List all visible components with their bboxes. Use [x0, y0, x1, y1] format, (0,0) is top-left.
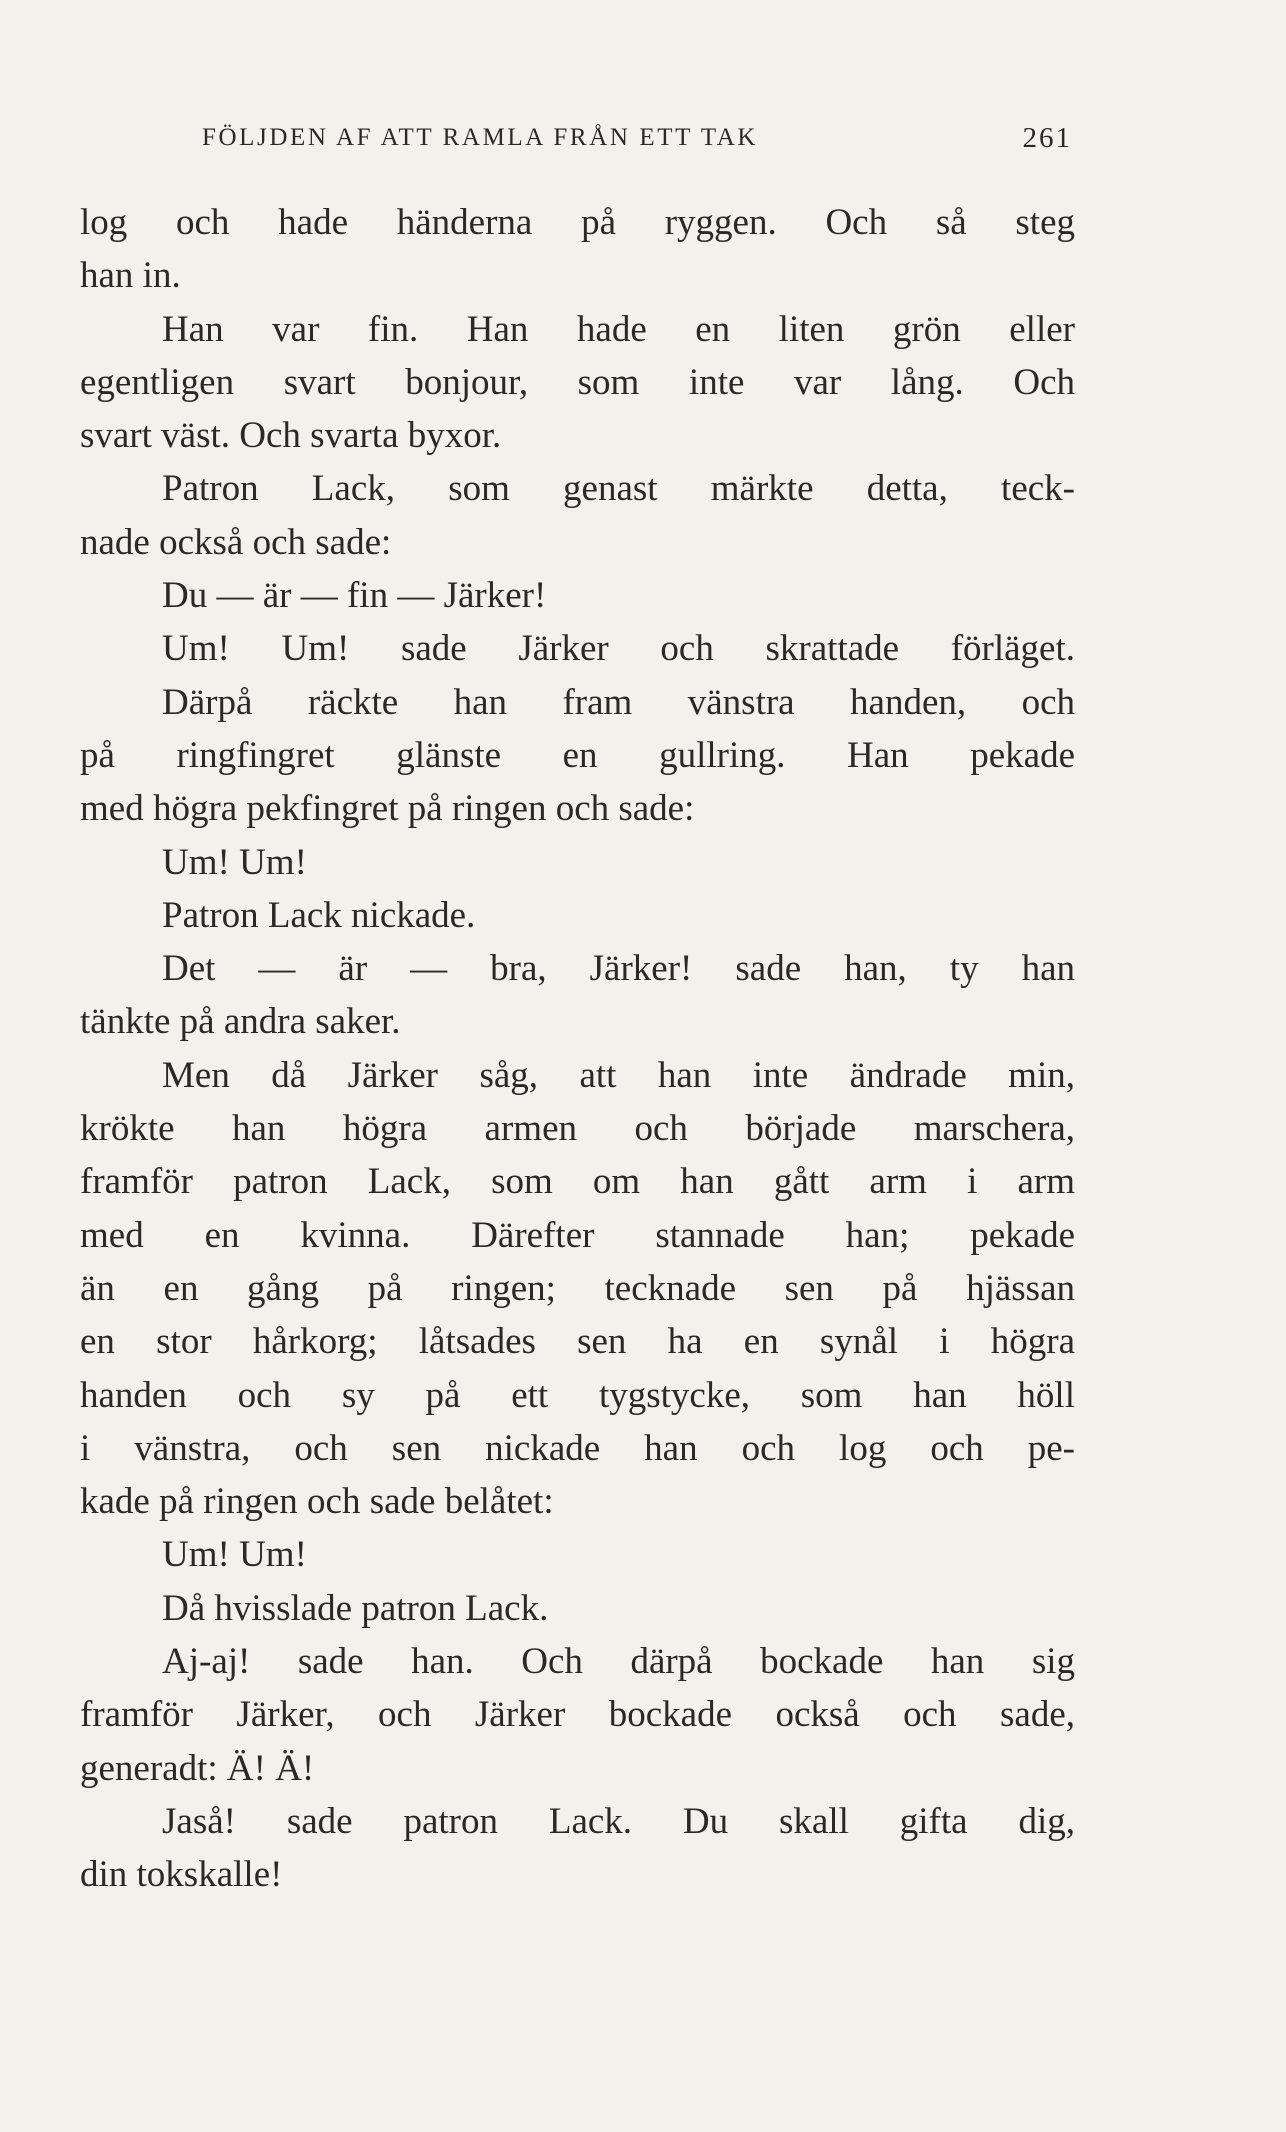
text-line: Um! Um! [162, 1534, 307, 1576]
text-line: log och hade händerna på ryggen. Och så steg [80, 202, 1075, 243]
text-line: framför patron Lack, som om han gått arm i arm [80, 1161, 1075, 1203]
text-line: han in. [80, 255, 181, 297]
text-line: Då hvisslade patron Lack. [162, 1587, 549, 1629]
text-line: Det — är — bra, Järker! sade han, ty han [162, 948, 1075, 990]
text-line: Han var fin. Han hade en liten grön eller [162, 308, 1075, 350]
text-line: generadt: Ä! Ä! [80, 1747, 315, 1789]
text-line: i vänstra, och sen nickade han och log och pe- [80, 1427, 1075, 1469]
text-line: svart väst. Och svarta byxor. [80, 415, 502, 457]
page-number: 261 [1022, 122, 1072, 154]
text-line: Därpå räckte han fram vänstra handen, och [162, 681, 1075, 723]
text-line: Aj-aj! sade han. Och därpå bockade han sig [162, 1641, 1075, 1683]
text-line: Patron Lack, som genast märkte detta, teck- [162, 468, 1075, 510]
text-line: Um! Um! sade Järker och skrattade förläget. [162, 628, 1075, 670]
body-text [80, 196, 1075, 1902]
text-line: kade på ringen och sade belåtet: [80, 1481, 554, 1523]
text-line: Patron Lack nickade. [162, 894, 476, 936]
text-line: handen och sy på ett tygstycke, som han höll [80, 1374, 1075, 1416]
text-line: egentligen svart bonjour, som inte var lång. Och [80, 361, 1075, 403]
text-line: framför Järker, och Järker bockade också och sade, [80, 1694, 1075, 1736]
text-line: krökte han högra armen och började marschera, [80, 1108, 1075, 1150]
text-line: på ringfingret glänste en gullring. Han pekade [80, 734, 1075, 776]
text-line: nade också och sade: [80, 521, 392, 563]
text-line: tänkte på andra saker. [80, 1001, 401, 1043]
text-line: Du — är — fin — Järker! [162, 575, 547, 617]
text-line: med högra pekfingret på ringen och sade: [80, 788, 695, 830]
text-line: Jaså! sade patron Lack. Du skall gifta dig, [162, 1800, 1075, 1842]
text-line: Men då Järker såg, att han inte ändrade min, [162, 1054, 1075, 1096]
text-line: din tokskalle! [80, 1854, 283, 1896]
text-line: en stor hårkorg; låtsades sen ha en synål i högra [80, 1321, 1075, 1363]
running-title: FÖLJDEN AF ATT RAMLA FRÅN ETT TAK [202, 124, 759, 151]
text-line: med en kvinna. Därefter stannade han; pekade [80, 1214, 1075, 1256]
running-head [202, 118, 1072, 158]
text-line: än en gång på ringen; tecknade sen på hjässan [80, 1267, 1075, 1309]
text-line: Um! Um! [162, 841, 307, 883]
